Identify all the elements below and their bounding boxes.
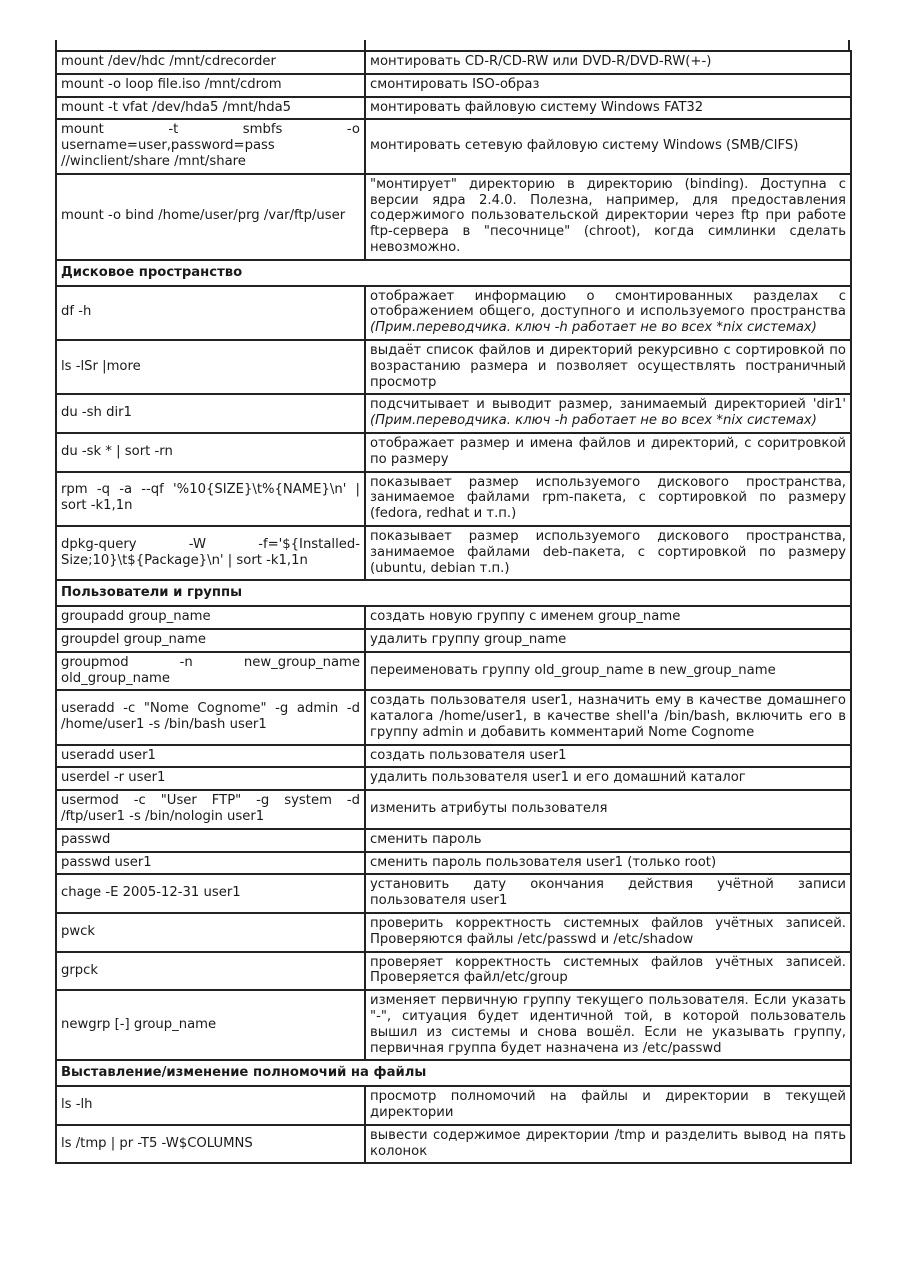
description-text: монтировать файловую систему Windows FAT32 xyxy=(370,99,704,115)
table-row xyxy=(56,394,851,433)
description-text: изменить атрибуты пользователя xyxy=(370,801,608,817)
table-row xyxy=(56,286,851,340)
table-row xyxy=(56,745,851,768)
description-cell xyxy=(365,97,851,120)
section-header-row xyxy=(56,260,851,286)
description-cell xyxy=(365,74,851,97)
section-title: Пользователи и группы xyxy=(56,580,851,606)
table-row xyxy=(56,74,851,97)
command-cell: rpm -q -a --qf '%10{SIZE}\t%{NAME}\n' | sort -k1,1n xyxy=(56,472,365,526)
description-text: изменяет первичную группу текущего пользователя. Если указать "-", ситуация будет идентичной той, в которой пользователь вышил из системы и снова вошёл. Если не указывать группу, первичная группа будет назначена из /etc/passwd xyxy=(370,993,846,1056)
description-cell xyxy=(365,119,851,173)
table-row xyxy=(56,119,851,173)
description-text: переименовать группу old_group_name в new_group_name xyxy=(370,662,776,678)
table-row xyxy=(56,874,851,913)
description-text: просмотр полномочий на файлы и директории в текущей директории xyxy=(370,1089,846,1121)
command-cell: groupmod -n new_group_name old_group_name xyxy=(56,652,365,691)
description-text: выдаёт список файлов и директорий рекурсивно с сортировкой по возрастанию размера и позволяет осуществлять постраничный просмотр xyxy=(370,342,846,390)
description-cell xyxy=(365,1125,851,1164)
command-cell: mount -o bind /home/user/prg /var/ftp/user xyxy=(56,174,365,260)
section-header-row xyxy=(56,1060,851,1086)
description-cell xyxy=(365,767,851,790)
command-cell: newgrp [-] group_name xyxy=(56,990,365,1060)
section-header-row xyxy=(56,580,851,606)
table-row xyxy=(56,174,851,260)
command-cell: passwd user1 xyxy=(56,852,365,875)
description-cell xyxy=(365,990,851,1060)
command-cell: ls /tmp | pr -T5 -W$COLUMNS xyxy=(56,1125,365,1164)
table-row xyxy=(56,526,851,580)
description-text: проверяет корректность системных файлов учётных записей. Проверяется файл/etc/group xyxy=(370,954,846,986)
command-cell: du -sh dir1 xyxy=(56,394,365,433)
description-text: установить дату окончания действия учётной записи пользователя user1 xyxy=(370,877,846,909)
description-cell xyxy=(365,51,851,74)
description-text: удалить группу group_name xyxy=(370,631,567,647)
table-row xyxy=(56,952,851,991)
description-cell xyxy=(365,472,851,526)
table-row xyxy=(56,1086,851,1125)
command-cell: mount -t vfat /dev/hda5 /mnt/hda5 xyxy=(56,97,365,120)
command-cell: ls -lh xyxy=(56,1086,365,1125)
command-cell: chage -E 2005-12-31 user1 xyxy=(56,874,365,913)
description-text: отображает информацию о смонтированных разделах с отображением общего, доступного и используемого пространства xyxy=(370,288,846,320)
description-cell xyxy=(365,913,851,952)
description-cell xyxy=(365,286,851,340)
description-cell xyxy=(365,829,851,852)
translator-note: (Прим.переводчика. ключ -h работает не во всех *nix системах) xyxy=(370,413,817,429)
description-cell xyxy=(365,1086,851,1125)
translator-note: (Прим.переводчика. ключ -h работает не во всех *nix системах) xyxy=(370,320,817,336)
command-cell: grpck xyxy=(56,952,365,991)
command-cell: dpkg-query -W -f='${Installed-Size;10}\t${Package}\n' | sort -k1,1n xyxy=(56,526,365,580)
command-cell: mount /dev/hdc /mnt/cdrecorder xyxy=(56,51,365,74)
commands-table xyxy=(55,50,852,1164)
description-cell xyxy=(365,652,851,691)
table-row xyxy=(56,1125,851,1164)
command-cell: useradd -c "Nome Cognome" -g admin -d /home/user1 -s /bin/bash user1 xyxy=(56,690,365,744)
section-title: Выставление/изменение полномочий на файлы xyxy=(56,1060,851,1086)
description-text: показывает размер используемого дискового пространства, занимаемое файлами deb-пакета, с сортировкой по размеру (ubuntu, debian т.п.) xyxy=(370,528,846,576)
table-row xyxy=(56,433,851,472)
description-text: проверить корректность системных файлов учётных записей. Проверяются файлы /etc/passwd и /etc/shadow xyxy=(370,916,846,947)
table-row xyxy=(56,652,851,691)
command-cell: ls -lSr |more xyxy=(56,340,365,394)
table-row xyxy=(56,913,851,952)
table-row xyxy=(56,629,851,652)
table-row xyxy=(56,852,851,875)
table-row xyxy=(56,340,851,394)
description-cell xyxy=(365,340,851,394)
table-row xyxy=(56,97,851,120)
table-row xyxy=(56,990,851,1060)
description-text: "монтирует" директорию в директорию (binding). Доступна с версии ядра 2.4.0. Полезна, например, для предоставления содержимого пользовательской директории через ftp при работе ftp-сервера в "песочнице" (chroot), когда симлинки сделать невозможно. xyxy=(370,176,846,255)
section-title: Дисковое пространство xyxy=(56,260,851,286)
table-row xyxy=(56,472,851,526)
command-cell: useradd user1 xyxy=(56,745,365,768)
description-text: подсчитывает и выводит размер, занимаемый директорией 'dir1' xyxy=(370,397,846,413)
description-text: создать пользователя user1 xyxy=(370,747,567,763)
command-cell: df -h xyxy=(56,286,365,340)
command-cell: userdel -r user1 xyxy=(56,767,365,790)
table-row xyxy=(56,606,851,629)
command-cell: passwd xyxy=(56,829,365,852)
table-row xyxy=(56,51,851,74)
description-cell xyxy=(365,629,851,652)
table-row xyxy=(56,690,851,744)
command-cell: groupadd group_name xyxy=(56,606,365,629)
commands-table-body xyxy=(56,51,851,1163)
description-cell xyxy=(365,952,851,991)
description-cell xyxy=(365,745,851,768)
description-text: отображает размер и имена файлов и директорий, с соритровкой по размеру xyxy=(370,435,846,467)
description-cell xyxy=(365,606,851,629)
description-cell xyxy=(365,852,851,875)
description-text: удалить пользователя user1 и его домашний каталог xyxy=(370,770,746,786)
command-cell: mount -t smbfs -o username=user,password=pass //winclient/share /mnt/share xyxy=(56,119,365,173)
description-text: вывести содержимое директории /tmp и разделить вывод на пять колонок xyxy=(370,1127,846,1159)
description-text: монтировать CD-R/CD-RW или DVD-R/DVD-RW(+-) xyxy=(370,54,712,69)
description-text: сменить пароль xyxy=(370,831,482,847)
table-row xyxy=(56,790,851,829)
description-cell xyxy=(365,790,851,829)
description-cell xyxy=(365,874,851,913)
description-text: смонтировать ISO-образ xyxy=(370,76,540,92)
description-cell xyxy=(365,690,851,744)
command-cell: du -sk * | sort -rn xyxy=(56,433,365,472)
command-cell: pwck xyxy=(56,913,365,952)
description-text: создать пользователя user1, назначить ему в качестве домашнего каталога /home/user1, в качестве shell'a /bin/bash, включить его в группу admin и добавить комментарий Nome Cognome xyxy=(370,693,846,740)
document-page xyxy=(55,40,850,1164)
description-cell xyxy=(365,433,851,472)
description-cell xyxy=(365,394,851,433)
command-cell: groupdel group_name xyxy=(56,629,365,652)
description-text: сменить пароль пользователя user1 (только root) xyxy=(370,854,717,870)
command-cell: usermod -c "User FTP" -g system -d /ftp/user1 -s /bin/nologin user1 xyxy=(56,790,365,829)
table-row xyxy=(56,829,851,852)
description-text: создать новую группу с именем group_name xyxy=(370,609,681,625)
table-row xyxy=(56,767,851,790)
description-cell xyxy=(365,174,851,260)
table-continuation xyxy=(55,40,850,50)
description-text: показывает размер используемого дискового пространства, занимаемое файлами rpm-пакета, с сортировкой по размеру (fedora, redhat и т.п.) xyxy=(370,474,846,522)
description-text: монтировать сетевую файловую систему Windows (SMB/CIFS) xyxy=(370,138,799,154)
command-cell: mount -o loop file.iso /mnt/cdrom xyxy=(56,74,365,97)
description-cell xyxy=(365,526,851,580)
